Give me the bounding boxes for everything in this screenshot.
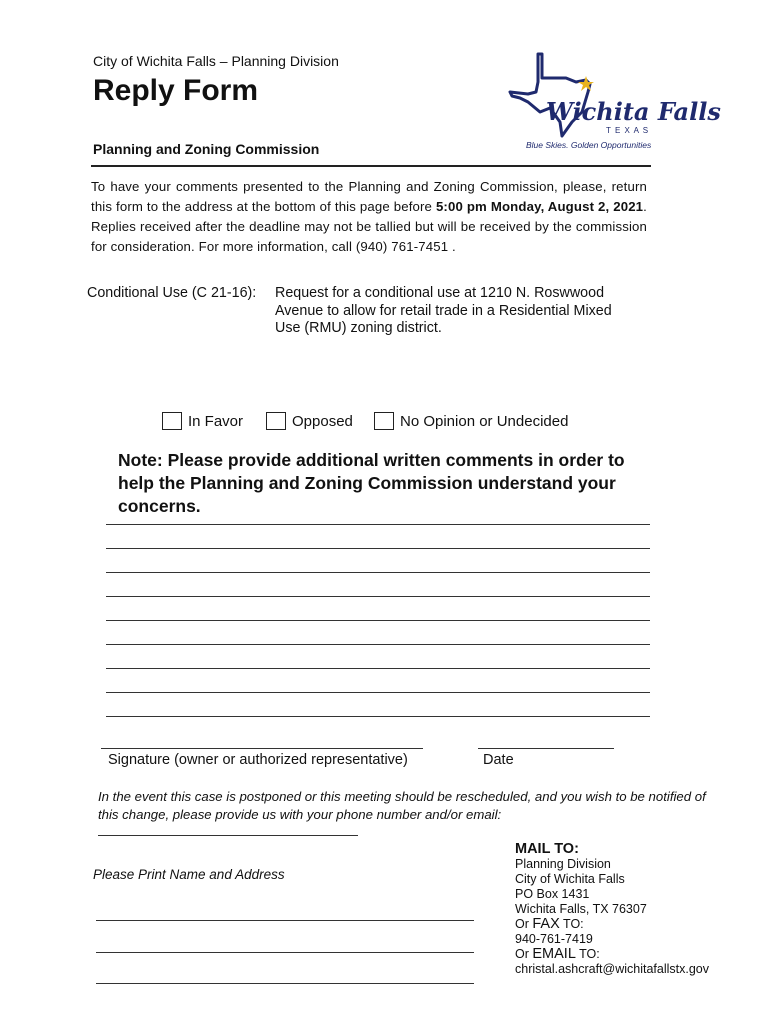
comment-line[interactable] [106, 692, 650, 693]
no-opinion-label: No Opinion or Undecided [400, 412, 569, 430]
contact-blank[interactable] [98, 823, 358, 836]
email-heading [515, 947, 709, 962]
or-text: Or [515, 947, 529, 961]
mail-to-block [515, 842, 709, 977]
comment-line[interactable] [106, 668, 650, 669]
intro-text-1: To have your comments presented to the Planning and Zoning Commission, please, return this form to the address at the bottom of this page before [91, 179, 647, 214]
email-address[interactable]: christal.ashcraft@wichitafallstx.gov [515, 962, 710, 976]
comment-line[interactable] [106, 596, 650, 597]
mail-line-3: PO Box 1431 [515, 887, 590, 901]
header-rule [91, 165, 651, 167]
option-in-favor[interactable] [162, 412, 243, 430]
svg-text:Wichita Falls: Wichita Falls [546, 97, 721, 126]
or-text: Or [515, 917, 529, 931]
in-favor-checkbox[interactable] [162, 412, 182, 430]
mail-line-4: Wichita Falls, TX 76307 [515, 902, 647, 916]
division-heading: City of Wichita Falls – Planning Division [93, 53, 339, 69]
case-description: Request for a conditional use at 1210 N. Roswwood Avenue to allow for retail trade in a Residential Mixed Use (RMU) zoning district. [275, 285, 612, 336]
mail-line-2: City of Wichita Falls [515, 872, 625, 886]
deadline-text: 5:00 pm Monday, August 2, 2021 [435, 199, 644, 214]
logo-tagline: Blue Skies. Golden Opportunities [526, 140, 652, 150]
postpone-text: In the event this case is postponed or this meeting should be rescheduled, and you wish to be notified of this change, please provide us with your phone number and/or email: [98, 789, 706, 822]
to-text: TO: [563, 917, 584, 931]
address-line[interactable] [96, 952, 474, 953]
mail-line-1: Planning Division [515, 857, 611, 871]
address-line[interactable] [96, 983, 474, 984]
intro-text-2: . Replies received after the deadline may not be tallied but will be received by the commission for consideration. For more information, call (940) 761-7451 . [91, 199, 647, 254]
print-name-label: Please Print Name and Address [93, 867, 285, 882]
comment-line[interactable] [106, 548, 650, 549]
comments-note: Note: Please provide additional written comments in order to help the Planning and Zoning Commission understand your concerns. [118, 450, 625, 516]
mail-heading: MAIL TO: [515, 841, 579, 857]
signature-line[interactable] [101, 748, 423, 749]
signature-label: Signature (owner or authorized representative) [108, 752, 408, 768]
email-word: EMAIL [532, 946, 576, 962]
page-title: Reply Form [93, 74, 259, 107]
to-text: TO: [579, 947, 600, 961]
date-line[interactable] [478, 748, 614, 749]
comment-line[interactable] [106, 644, 650, 645]
comment-line[interactable] [106, 716, 650, 717]
intro-paragraph [91, 177, 647, 257]
fax-word: FAX [532, 916, 560, 932]
opposed-checkbox[interactable] [266, 412, 286, 430]
in-favor-label: In Favor [188, 412, 244, 430]
wichita-falls-logo [506, 52, 721, 156]
logo-state: T E X A S [606, 126, 650, 135]
postpone-notice [98, 788, 718, 841]
fax-number: 940-761-7419 [515, 932, 593, 946]
date-label: Date [483, 752, 514, 768]
option-opposed[interactable] [266, 412, 353, 430]
address-line[interactable] [96, 920, 474, 921]
commission-subtitle: Planning and Zoning Commission [93, 141, 320, 157]
comment-line[interactable] [106, 572, 650, 573]
fax-heading [515, 917, 709, 932]
case-label: Conditional Use (C 21-16): [87, 285, 257, 301]
comment-line[interactable] [106, 524, 650, 525]
comment-line[interactable] [106, 620, 650, 621]
no-opinion-checkbox[interactable] [374, 412, 394, 430]
option-no-opinion[interactable] [374, 412, 568, 430]
opposed-label: Opposed [292, 412, 353, 430]
